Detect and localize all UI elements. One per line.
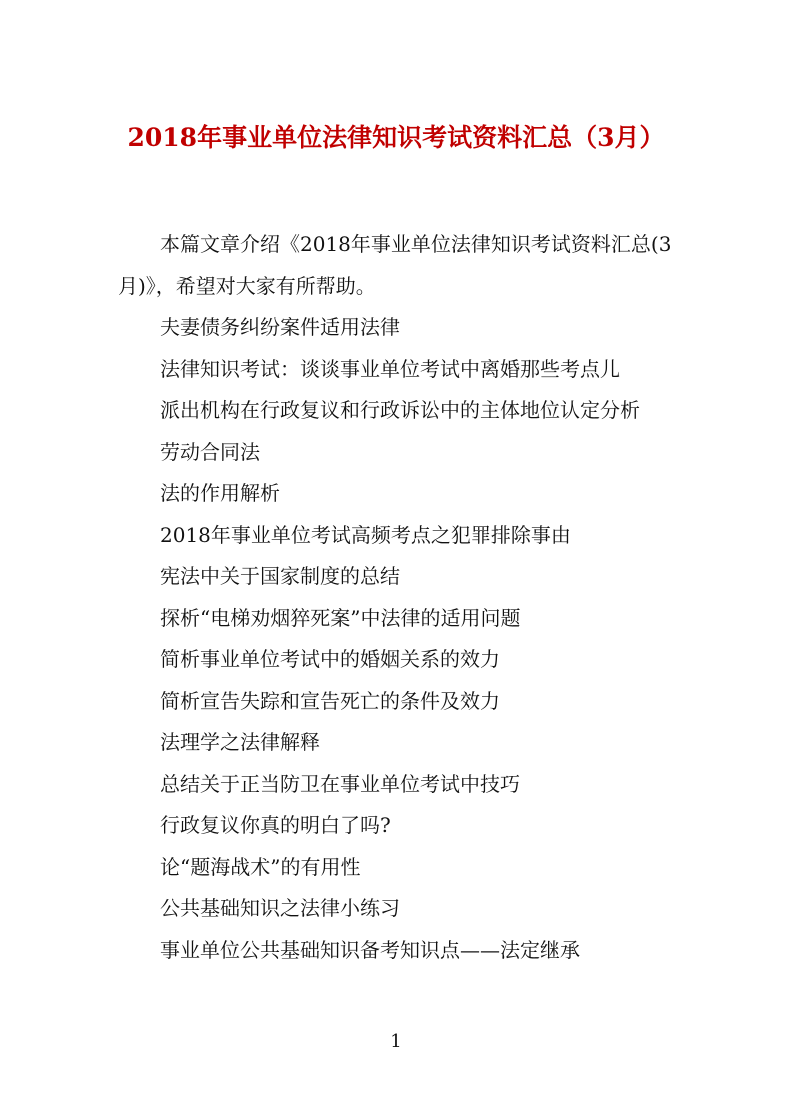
list-item: 法律知识考试：谈谈事业单位考试中离婚那些考点儿 — [160, 356, 620, 381]
list-item: 简析事业单位考试中的婚姻关系的效力 — [160, 647, 500, 671]
list-item: 2018年事业单位考试高频考点之犯罪排除事由 — [160, 522, 571, 547]
document-body — [118, 224, 678, 971]
list-item: 探析“电梯劝烟猝死案”中法律的适用问题 — [160, 605, 521, 630]
list-item: 劳动合同法 — [160, 439, 260, 464]
intro-paragraph: 本篇文章介绍《2018年事业单位法律知识考试资料汇总(3月)》，希望对大家有所帮助。 — [118, 232, 672, 298]
list-item: 公共基础知识之法律小练习 — [160, 896, 400, 920]
document-title: 2018年事业单位法律知识考试资料汇总（3月） — [127, 123, 665, 152]
list-item: 总结关于正当防卫在事业单位考试中技巧 — [160, 771, 520, 796]
list-item: 行政复议你真的明白了吗? — [160, 813, 391, 837]
list-item: 法的作用解析 — [160, 481, 280, 505]
list-item: 宪法中关于国家制度的总结 — [160, 564, 400, 588]
list-item: 事业单位公共基础知识备考知识点——法定继承 — [160, 937, 580, 962]
list-item: 夫妻债务纠纷案件适用法律 — [160, 315, 400, 339]
list-item: 论“题海战术”的有用性 — [160, 854, 361, 879]
list-item: 派出机构在行政复议和行政诉讼中的主体地位认定分析 — [160, 398, 640, 422]
list-item: 简析宣告失踪和宣告死亡的条件及效力 — [160, 688, 500, 713]
list-item: 法理学之法律解释 — [160, 730, 320, 754]
page-number: 1 — [390, 1031, 402, 1052]
